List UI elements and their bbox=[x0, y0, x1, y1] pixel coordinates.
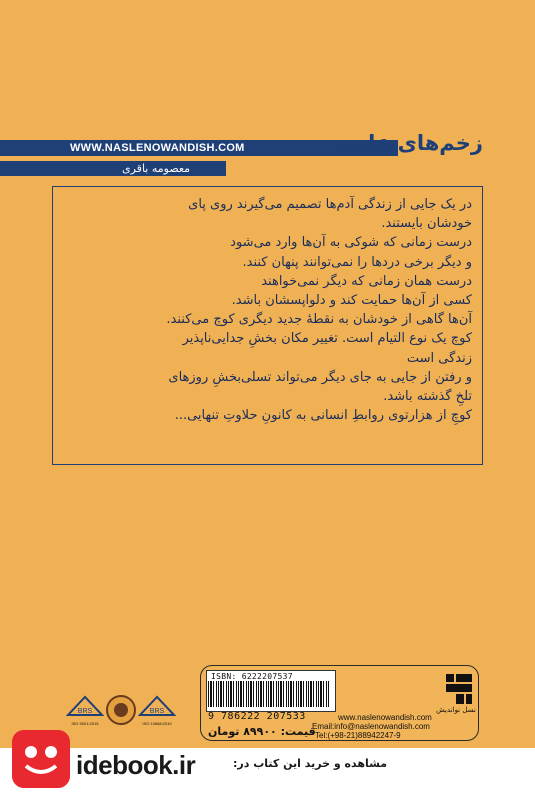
certification-badge-icon bbox=[138, 693, 176, 717]
certification-badge-icon bbox=[66, 693, 104, 717]
text-line: کوچ یک نوع التیام است. تغییر مکان بخشِ جدایی‌ناپذیر bbox=[182, 331, 472, 347]
svg-text:BRS: BRS bbox=[149, 708, 165, 715]
cert-code: ISO 9001:2015 bbox=[71, 721, 99, 726]
text-line: زندگی است bbox=[406, 350, 472, 366]
publisher-tel: Tel:(+98-21)88942247-9 bbox=[315, 731, 401, 740]
text-line: تلخِ گذشته باشد. bbox=[383, 389, 472, 405]
book-title: زخم‌های عادی bbox=[338, 131, 483, 155]
publisher-name: نسل نواندیش bbox=[436, 706, 476, 714]
seal-icon bbox=[104, 693, 138, 727]
author-bar bbox=[0, 161, 226, 176]
back-cover-text-box bbox=[52, 186, 483, 465]
text-line: و دیگر برخی دردها را نمی‌توانند پنهان کنند. bbox=[242, 254, 472, 270]
text-line: درست همان زمانی که دیگر نمی‌خواهند bbox=[261, 273, 472, 289]
text-line: کوچِ از هزارتوی روابطِ انسانی به کانونِ حلاوتِ تنهایی... bbox=[174, 408, 472, 424]
text-line: کسی از آن‌ها حمایت کند و دلواپسشان باشد. bbox=[231, 293, 472, 309]
isbn-digits: 9 786222 207533 bbox=[208, 711, 306, 722]
text-line: و رفتن از جایی به جای دیگر می‌تواند تسلی‌بخشِ روزهای bbox=[168, 369, 472, 385]
footer-text: مشاهده و خرید این کتاب در: bbox=[233, 757, 388, 770]
cert-seal bbox=[104, 693, 142, 727]
cert-code: ISO 10668:2010 bbox=[142, 721, 172, 726]
text-line: آن‌ها گاهی از خودشان به نقطهٔ جدید دیگری کوچ می‌کنند. bbox=[166, 312, 472, 328]
svg-text:BRS: BRS bbox=[77, 708, 93, 715]
publisher-website: www.naslenowandish.com bbox=[338, 713, 432, 722]
cert-badge bbox=[66, 693, 104, 727]
cert-badge bbox=[138, 693, 176, 727]
price: قیمت: ۸۹۹۰۰ تومان bbox=[208, 725, 316, 738]
author-name: معصومه باقری bbox=[122, 162, 191, 175]
isbn-label: ISBN: 6222207537 bbox=[211, 672, 293, 681]
text-line: در یک جایی از زندگی آدم‌ها تصمیم می‌گیرند روی پای bbox=[188, 197, 472, 212]
text-line: درست زمانی که شوکی به آن‌ها وارد می‌شود bbox=[230, 235, 472, 251]
publisher-logo-icon bbox=[444, 672, 474, 706]
idebook-logo-icon[interactable] bbox=[12, 730, 70, 788]
barcode bbox=[208, 681, 330, 707]
website-text: WWW.NASLENOWANDISH.COM bbox=[70, 142, 245, 154]
text-line: خودشان بایستند. bbox=[381, 216, 472, 232]
idebook-brand-text[interactable]: idebook.ir bbox=[76, 750, 196, 780]
publisher-email: Email:info@naslenowandish.com bbox=[312, 722, 430, 731]
